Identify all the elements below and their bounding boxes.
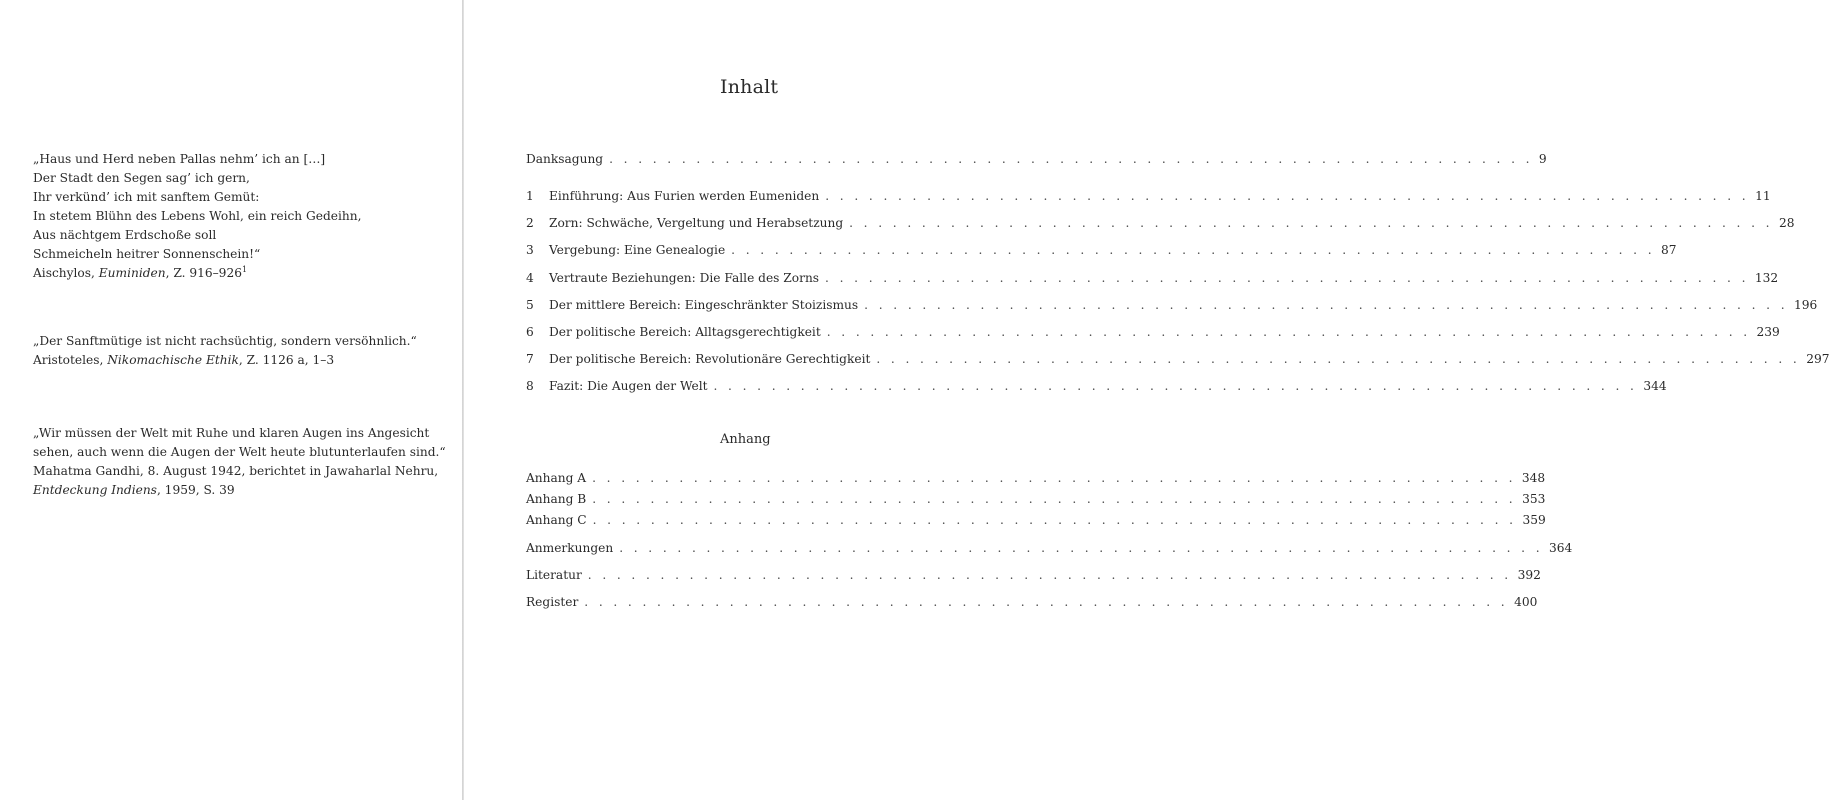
toc-leader-dots: . . . . . . . . . . . . . . . . . . . . . . . . . . . . . . . . . . . . . . . . . . . . . . . . . . . . . . . . . . . . . . . . [619,541,1544,555]
toc-entry-chapter-7[interactable] [526,349,1829,369]
epigraph-source [33,264,443,283]
source-work: Entdeckung Indiens [33,483,157,497]
toc-entry-label: Vergebung: Eine Genealogie [549,243,726,257]
source-work: Euminiden [98,266,166,280]
toc-page-number: 348 [1521,471,1546,485]
epigraph-source [33,351,443,370]
toc-leader-dots: . . . . . . . . . . . . . . . . . . . . . . . . . . . . . . . . . . . . . . . . . . . . . . . . . . . . . . . . . . . . . . . . [587,568,1512,582]
toc-entry-anhang-a[interactable] [526,468,1546,488]
toc-entry-label: Vertraute Beziehungen: Die Falle des Zorns [549,271,820,285]
epigraph-aristoteles [33,332,443,370]
toc-leader-dots: . . . . . . . . . . . . . . . . . . . . . . . . . . . . . . . . . . . . . . . . . . . . . . . . . . . . . . . . . . . . . . . . [826,325,1751,339]
epigraph-line: In stetem Blühn des Lebens Wohl, ein reich Gedeihn, [33,209,362,223]
source-author: Aischylos, [33,266,99,280]
toc-entry-danksagung[interactable] [526,149,1547,169]
source-author: Aristoteles, [33,353,108,367]
toc-entry-label: Einführung: Aus Furien werden Eumeniden [549,189,820,203]
toc-page-number: 239 [1756,325,1780,339]
source-work: Nikomachische Ethik [107,353,239,367]
source-ref: , 1959, S. 39 [156,483,235,497]
toc-entry-label: Danksagung [526,152,604,166]
toc-leader-dots: . . . . . . . . . . . . . . . . . . . . . . . . . . . . . . . . . . . . . . . . . . . . . . . . . . . . . . . . . . . . . . . . [731,243,1655,257]
chapter-number: 8 [526,379,534,393]
toc-page-number: 196 [1793,298,1818,312]
toc-entry-label: Anmerkungen [526,541,614,555]
toc-title: Inhalt [720,76,779,98]
chapter-number: 6 [526,325,534,339]
chapter-number: 7 [526,352,534,366]
toc-leader-dots: . . . . . . . . . . . . . . . . . . . . . . . . . . . . . . . . . . . . . . . . . . . . . . . . . . . . . . . . . . . . . . . . [592,492,1517,506]
toc-entry-label: Anhang A [526,471,587,485]
chapter-number: 1 [526,189,534,203]
toc-entry-register[interactable] [526,592,1538,612]
epigraph-line: Mahatma Gandhi, 8. August 1942, berichtet in Jawaharlal Nehru, [33,464,439,478]
chapter-number: 2 [526,216,534,230]
appendix-heading: Anhang [720,432,771,447]
epigraph-line: sehen, auch wenn die Augen der Welt heute blutunterlaufen sind.“ [33,445,446,459]
toc-leader-dots: . . . . . . . . . . . . . . . . . . . . . . . . . . . . . . . . . . . . . . . . . . . . . . . . . . . . . . . . . . . . . . . . [849,216,1773,230]
epigraph-line: Ihr verkünd’ ich mit sanftem Gemüt: [33,190,260,204]
toc-page-number: 297 [1806,352,1829,366]
toc-entry-label: Register [526,595,579,609]
chapter-number: 3 [526,243,534,257]
toc-leader-dots: . . . . . . . . . . . . . . . . . . . . . . . . . . . . . . . . . . . . . . . . . . . . . . . . . . . . . . . . . . . . . . . . [876,352,1801,366]
toc-entry-label: Der politische Bereich: Alltagsgerechtigkeit [549,325,821,339]
toc-entry-label: Fazit: Die Augen der Welt [549,379,708,393]
source-ref: , Z. 1126 a, 1–3 [238,353,335,367]
toc-page-number: 9 [1538,152,1547,166]
toc-page-number: 359 [1522,513,1546,527]
toc-entry-label: Der politische Bereich: Revolutionäre Gerechtigkeit [549,352,871,366]
epigraph-gandhi [33,424,446,500]
toc-leader-dots: . . . . . . . . . . . . . . . . . . . . . . . . . . . . . . . . . . . . . . . . . . . . . . . . . . . . . . . . . . . . . . . . [825,189,1750,203]
toc-page-number: 353 [1522,492,1546,506]
epigraph-source [33,481,443,500]
toc-entry-chapter-3[interactable] [526,240,1677,260]
epigraph-line: „Haus und Herd neben Pallas nehm’ ich an […] [33,152,326,166]
toc-entry-chapter-4[interactable] [526,268,1779,288]
left-page [0,0,462,800]
toc-page-number: 132 [1754,271,1779,285]
toc-entry-label: Literatur [526,568,582,582]
epigraph-line: Der Stadt den Segen sag’ ich gern, [33,171,250,185]
footnote-marker: 1 [241,265,248,274]
toc-page-number: 392 [1517,568,1541,582]
toc-entry-label: Zorn: Schwäche, Vergeltung und Herabsetzung [549,216,844,230]
epigraph-line: Aus nächtgem Erdschoße soll [33,228,217,242]
toc-leader-dots: . . . . . . . . . . . . . . . . . . . . . . . . . . . . . . . . . . . . . . . . . . . . . . . . . . . . . . . . . . . . . . . . [584,595,1509,609]
toc-entry-chapter-1[interactable] [526,186,1771,206]
toc-page-number: 364 [1549,541,1573,555]
chapter-number: 5 [526,298,534,312]
source-ref: , Z. 916–926 [165,266,242,280]
toc-page-number: 344 [1643,379,1667,393]
toc-entry-literatur[interactable] [526,565,1541,585]
toc-entry-anmerkungen[interactable] [526,538,1573,558]
chapter-number: 4 [526,271,534,285]
epigraph-line: Schmeicheln heitrer Sonnenschein!“ [33,247,261,261]
toc-entry-anhang-c[interactable] [526,510,1546,530]
toc-leader-dots: . . . . . . . . . . . . . . . . . . . . . . . . . . . . . . . . . . . . . . . . . . . . . . . . . . . . . . . . . . . . . . . . [592,513,1517,527]
toc-entry-chapter-5[interactable] [526,295,1818,315]
epigraph-line: „Der Sanftmütige ist nicht rachsüchtig, sondern versöhnlich.“ [33,334,417,348]
toc-entry-chapter-2[interactable] [526,213,1795,233]
toc-entry-chapter-6[interactable] [526,322,1780,342]
epigraph-line: „Wir müssen der Welt mit Ruhe und klaren Augen ins Angesicht [33,426,430,440]
epigraph-aischylos [33,150,443,283]
toc-page-number: 28 [1778,216,1795,230]
toc-leader-dots: . . . . . . . . . . . . . . . . . . . . . . . . . . . . . . . . . . . . . . . . . . . . . . . . . . . . . . . . . . . . . . . . [864,298,1788,312]
toc-page-number: 87 [1660,243,1677,257]
toc-entry-anhang-b[interactable] [526,489,1546,509]
toc-leader-dots: . . . . . . . . . . . . . . . . . . . . . . . . . . . . . . . . . . . . . . . . . . . . . . . . . . . . . . . . . . . . . . . . [713,379,1638,393]
toc-entry-label: Anhang C [526,513,587,527]
toc-entry-chapter-8[interactable] [526,376,1667,396]
toc-entry-label: Anhang B [526,492,587,506]
toc-leader-dots: . . . . . . . . . . . . . . . . . . . . . . . . . . . . . . . . . . . . . . . . . . . . . . . . . . . . . . . . . . . . . . . . [825,271,1749,285]
toc-entry-label: Der mittlere Bereich: Eingeschränkter Stoizismus [549,298,859,312]
book-spine [462,0,464,800]
toc-page-number: 400 [1514,595,1538,609]
toc-leader-dots: . . . . . . . . . . . . . . . . . . . . . . . . . . . . . . . . . . . . . . . . . . . . . . . . . . . . . . . . . . . . . . . . [609,152,1533,166]
toc-leader-dots: . . . . . . . . . . . . . . . . . . . . . . . . . . . . . . . . . . . . . . . . . . . . . . . . . . . . . . . . . . . . . . . . [592,471,1516,485]
toc-page-number: 11 [1755,189,1771,203]
